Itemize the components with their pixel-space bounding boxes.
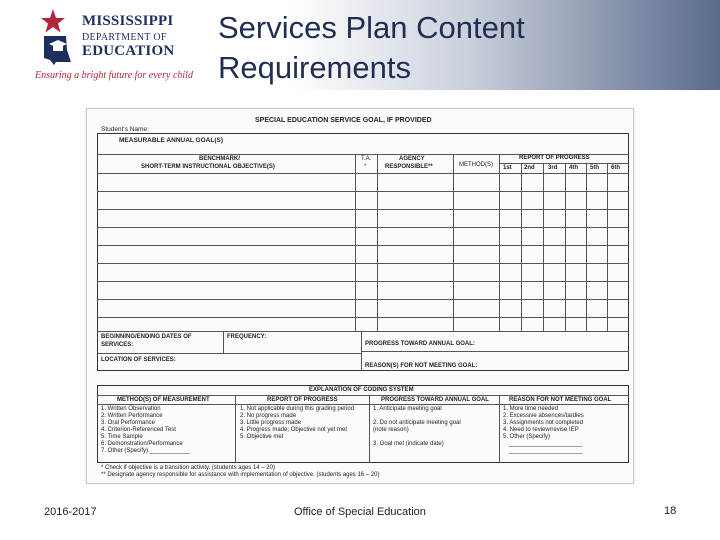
footnote-1: * Check if objective is a transition activity. (students ages 14 – 20) bbox=[101, 465, 275, 471]
list-item: 3. Assignments not completed bbox=[503, 420, 584, 426]
period-4: 4th bbox=[569, 165, 578, 171]
list-item: 1. Written Observation bbox=[101, 406, 161, 412]
title-line-2: Requirements bbox=[218, 50, 411, 85]
report-heading: REPORT OF PROGRESS bbox=[267, 397, 338, 403]
col-agency: AGENCY bbox=[399, 156, 425, 162]
mde-logo bbox=[32, 6, 204, 84]
list-item: 4. Need to review/revise IEP bbox=[503, 427, 579, 433]
slide-title bbox=[218, 8, 525, 88]
col-divider bbox=[355, 154, 356, 331]
state-outline-icon bbox=[40, 34, 74, 66]
location-label: LOCATION OF SERVICES: bbox=[101, 357, 176, 363]
list-item: 3. Goal met (indicate date) bbox=[373, 441, 444, 447]
title-line-1: Services Plan Content bbox=[218, 10, 525, 45]
list-item: 5. Objective met bbox=[240, 434, 284, 440]
list-item: 2. Written Performance bbox=[101, 413, 163, 419]
table-row-rule bbox=[97, 299, 629, 300]
info-divider bbox=[223, 331, 224, 353]
table-row-rule bbox=[97, 263, 629, 264]
table-row-rule bbox=[97, 331, 629, 332]
col-agency-responsible: RESPONSIBLE** bbox=[385, 164, 433, 170]
table-row-rule bbox=[97, 191, 629, 192]
table-row-rule bbox=[97, 209, 629, 210]
coding-title: EXPLANATION OF CODING SYSTEM bbox=[309, 387, 414, 393]
footnote-2: ** Designate agency responsible for assistance with implementation of objective. (students ages 16 – 20) bbox=[101, 472, 380, 478]
col-divider bbox=[565, 163, 566, 331]
period-6: 6th bbox=[611, 165, 620, 171]
col-divider bbox=[453, 154, 454, 331]
period-3: 3rd bbox=[548, 165, 558, 171]
beginning-dates-label: BEGINNING/ENDING DATES OF bbox=[101, 334, 192, 340]
coding-divider bbox=[369, 395, 370, 463]
progress-toward-label: PROGRESS TOWARD ANNUAL GOAL: bbox=[365, 341, 475, 347]
period-5: 5th bbox=[590, 165, 599, 171]
coding-rule bbox=[97, 404, 629, 405]
list-item: 2. No progress made bbox=[240, 413, 297, 419]
list-item: 7. Other (Specify) ____________ bbox=[101, 448, 190, 454]
info-rule bbox=[361, 351, 629, 352]
logo-line-1: MISSISSIPPI bbox=[82, 13, 174, 29]
table-row-rule bbox=[97, 227, 629, 228]
col-divider bbox=[521, 163, 522, 331]
service-goal-form bbox=[86, 108, 634, 484]
methods-heading: METHOD(S) OF MEASUREMENT bbox=[117, 397, 210, 403]
col-methods: METHOD(S) bbox=[459, 162, 493, 168]
list-item: 1. Anticipate meeting goal bbox=[373, 406, 442, 412]
col-benchmark: BENCHMARK/ bbox=[199, 156, 240, 162]
col-ta: T.A. bbox=[361, 156, 372, 162]
list-item: 6. Demonstration/Performance bbox=[101, 441, 183, 447]
frequency-label: FREQUENCY: bbox=[227, 334, 267, 340]
list-item: 4. Progress made; Objective not yet met bbox=[240, 427, 348, 433]
period-header-rule bbox=[499, 163, 629, 164]
coding-divider bbox=[499, 395, 500, 463]
star-icon bbox=[40, 8, 66, 34]
col-report: REPORT OF PROGRESS bbox=[519, 155, 590, 161]
list-item: 4. Criterion-Referenced Test bbox=[101, 427, 176, 433]
col-divider bbox=[607, 163, 608, 331]
logo-line-2: DEPARTMENT OF bbox=[82, 32, 167, 43]
info-rule bbox=[97, 353, 361, 354]
col-divider bbox=[586, 163, 587, 331]
footer-year: 2016-2017 bbox=[44, 506, 97, 518]
list-item: 2. Excessive absences/tardies bbox=[503, 413, 584, 419]
logo-tagline: Ensuring a bright future for every child bbox=[35, 70, 193, 81]
table-row-rule bbox=[97, 317, 629, 318]
reasons-label: REASON(S) FOR NOT MEETING GOAL: bbox=[365, 363, 478, 369]
list-item: (note reason) bbox=[373, 427, 409, 433]
header-banner bbox=[0, 0, 720, 90]
footer-office: Office of Special Education bbox=[294, 506, 426, 518]
list-item: 2. Do not anticipate meeting goal bbox=[373, 420, 461, 426]
header-bottom-rule bbox=[97, 173, 629, 174]
coding-divider bbox=[235, 395, 236, 463]
col-ta-star: * bbox=[364, 164, 367, 170]
coding-rule bbox=[97, 395, 629, 396]
logo-line-3: EDUCATION bbox=[82, 43, 175, 59]
col-divider bbox=[543, 163, 544, 331]
col-divider bbox=[377, 154, 378, 331]
table-row-rule bbox=[97, 245, 629, 246]
form-heading: SPECIAL EDUCATION SERVICE GOAL, IF PROVIDED bbox=[255, 117, 432, 124]
list-item: 1. Not applicable during this grading period bbox=[240, 406, 355, 412]
period-2: 2nd bbox=[524, 165, 535, 171]
progress-heading: PROGRESS TOWARD ANNUAL GOAL bbox=[381, 397, 489, 403]
page-number: 18 bbox=[664, 505, 677, 517]
services-label: SERVICES: bbox=[101, 342, 134, 348]
student-name-label: Student's Name: bbox=[101, 126, 149, 133]
table-row-rule bbox=[97, 281, 629, 282]
list-item: 5. Other (Specify) bbox=[503, 434, 551, 440]
list-item: 1. More time needed bbox=[503, 406, 559, 412]
list-item: 3. Little progress made bbox=[240, 420, 302, 426]
measurable-goal-label: MEASURABLE ANNUAL GOAL(S) bbox=[119, 137, 223, 144]
period-1: 1st bbox=[503, 165, 512, 171]
reason-heading: REASON FOR NOT MEETING GOAL bbox=[509, 397, 612, 403]
col-divider bbox=[499, 154, 500, 331]
list-item: ______________________ bbox=[509, 448, 583, 454]
list-item: ______________________ bbox=[509, 441, 583, 447]
col-objective: SHORT-TERM INSTRUCTIONAL OBJECTIVE(S) bbox=[141, 164, 275, 170]
list-item: 5. Time Sample bbox=[101, 434, 143, 440]
list-item: 3. Oral Performance bbox=[101, 420, 156, 426]
